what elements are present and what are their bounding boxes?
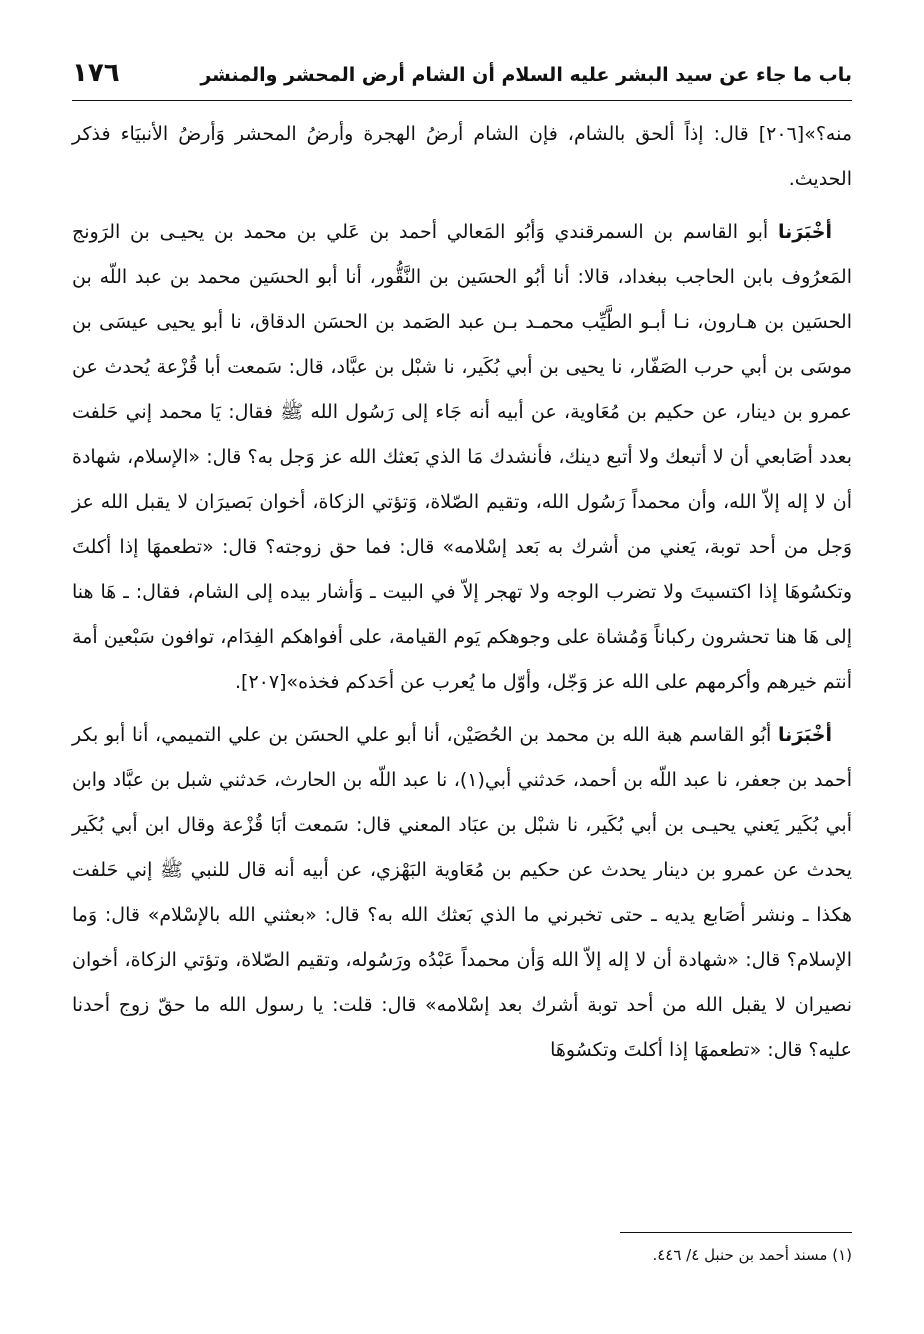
page-number: ١٧٦ bbox=[72, 58, 120, 88]
chapter-title: باب ما جاء عن سيد البشر عليه السلام أن الشام أرض المحشر والمنشر bbox=[200, 64, 852, 86]
paragraph-1 bbox=[72, 112, 852, 202]
footnote: (١) مسند أحمد بن حنبل ٤/ ٤٤٦. bbox=[652, 1246, 852, 1264]
footnote-divider bbox=[620, 1232, 852, 1233]
header-divider bbox=[72, 100, 852, 101]
paragraph-2-lead: أخْبَرَنا bbox=[777, 221, 832, 243]
page-header bbox=[72, 50, 852, 98]
paragraph-3 bbox=[72, 713, 852, 1073]
body-text bbox=[72, 112, 852, 1081]
paragraph-1-text: منه؟»[٢٠٦] قال: إذاً ألحق بالشام، فإن الشام أرضُ الهجرة وأرضُ المحشر وَأرضُ الأنبيَاء فذكر الحديث. bbox=[72, 123, 852, 190]
paragraph-3-text: أبُو القاسم هبة الله بن محمد بن الحُصَيْن، أنا أبو علي الحسَن بن علي التميمي، أنا أبو بكر أحمد بن جعفر، نا عبد اللّه بن أحمد، حَدثني أبي(١)، نا عبد اللّه بن الحارث، حَدثني شبل بن عبَّاد وابن أبي بُكَير يَعني يحيـى بن أبي بُكَير، نا شبْل بن عبَاد المعني قال: سَمعت أبَا قُزْعة وقال ابن أبي بُكَير يحدث عن عمرو بن دينار يحدث عن حكيم بن مُعَاوية البَهْزي، عن أبيه أنه قال للنبي ﷺ إني حَلفت هكذا ـ ونشر أصَابع يديه ـ حتى تخبرني ما الذي بَعثك الله به؟ قال: «بعثني الله بالإسْلام» قال: وَما الإسلام؟ قال: «شهادة أن لا إله إلاّ الله وَأن محمداً عَبْدُه ورَسُوله، وتقيم الصّلاة، وتؤتي الزكاة، أخوان نصيران لا يقبل الله من أحد توبة أشرك بعد إسْلامه» قال: قلت: يا رسول الله ما حقّ زوج أحدنا عليه؟ قال: «تطعمهَا إذا أكلتَ وتكسُوهَا bbox=[72, 724, 852, 1061]
paragraph-2-text: أبو القاسم بن السمرقندي وَأبُو المَعالي أحمد بن عَلي بن محمد بن يحيـى بن الرَونج المَعرُوف بابن الحاجب ببغداد، قالا: أنا أبُو الحسَين بن النَّقُّور، أنا أبو الحسَين محمد بن عبد اللّه بن الحسَين بن هـارون، نـا أبـو الطَّيِّب محمـد بـن عبد الصَمد بن الحسَن الدقاق، نا أبو يحيى عيسَى بن موسَى بن أبي حرب الصَفّار، نا يحيى بن أبي بُكَير، نا شبْل بن عبَّاد، قال: سَمعت أبا قُزْعة يُحدث عن عمرو بن دينار، عن حكيم بن مُعَاوية، عن أبيه أنه جَاء إلى رَسُول الله ﷺ فقال: يَا محمد إني حَلفت بعدد أصَابعي أن لا أتبعك ولا أتبع دينك، فأنشدك مَا الذي بَعثك الله عز وَجل به؟ قال: «الإسلام، شهادة أن لا إله إلاّ الله، وأن محمداً رَسُول الله، وتقيم الصّلاة، وَتؤتي الزكاة، أخوان بَصيرَان لا يقبل الله عز وَجل من أحد توبة، يَعني من أشرك به بَعد إسْلامه» قال: فما حق زوجته؟ قال: «تطعمهَا إذا أكلتَ وتكسُوهَا إذا اكتسيتَ ولا تضرب الوجه ولا تهجر إلاّ في البيت ـ وَأشار بيده إلى الشام، فقال: ـ هَا هنا إلى هَا هنا تحشرون ركباناً وَمُشاة على وجوهكم يَوم القيامة، على أفواهكم الفِدَام، توافون سَبْعين أمة أنتم خيرهم وأكرمهم على الله عز وَجّل، وأوّل ما يُعرب عن أحَدكم فخذه»[٢٠٧]. bbox=[72, 221, 852, 693]
paragraph-2 bbox=[72, 210, 852, 705]
paragraph-3-lead: أخْبَرَنا bbox=[777, 724, 832, 746]
